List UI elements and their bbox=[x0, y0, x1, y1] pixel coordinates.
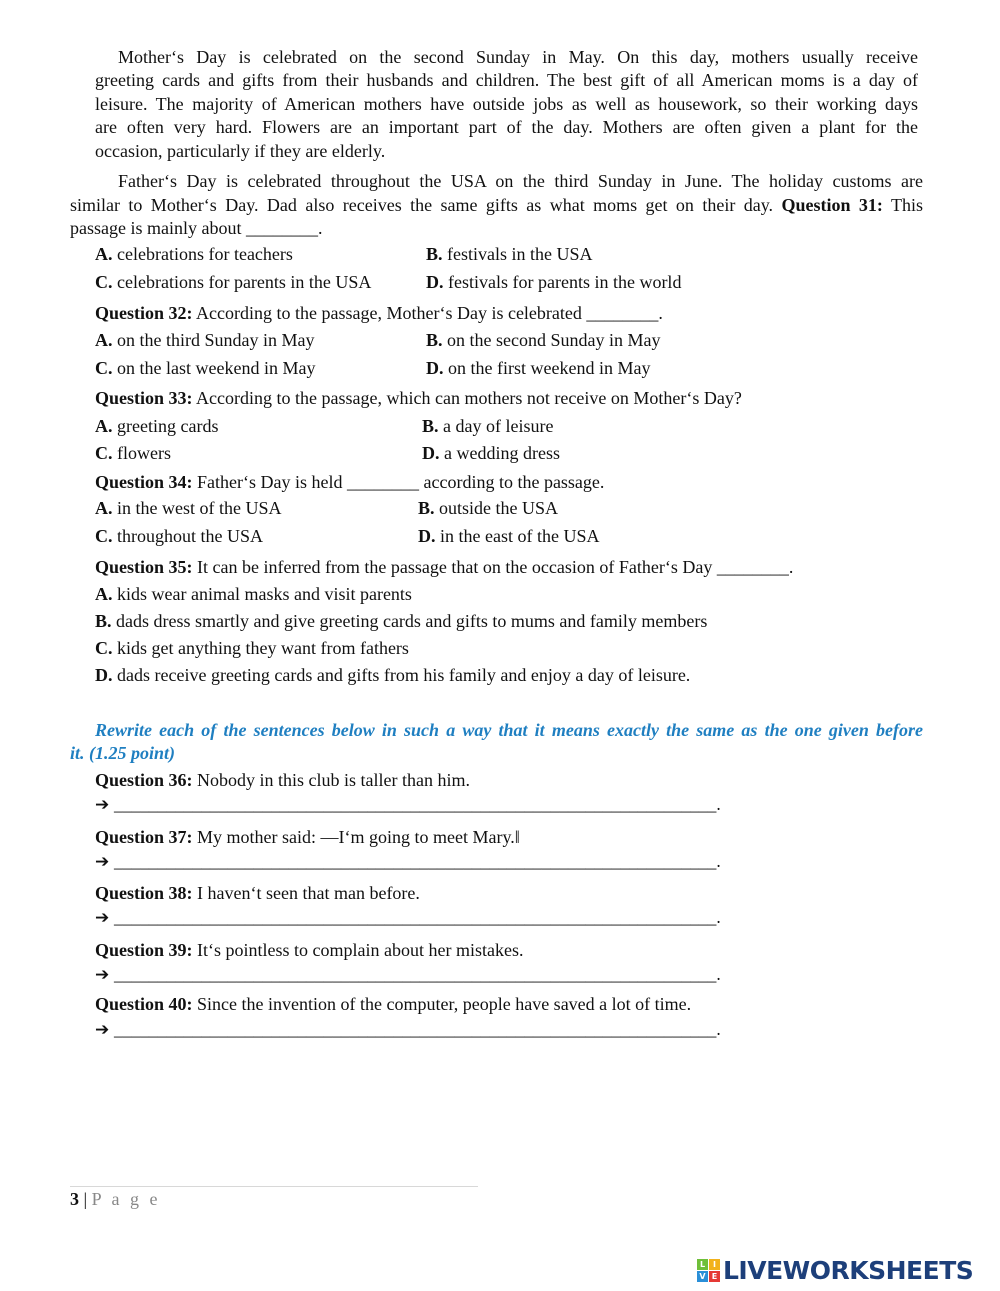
option-c[interactable] bbox=[95, 442, 171, 464]
option-c[interactable] bbox=[95, 271, 371, 293]
option-letter: A. bbox=[95, 330, 113, 350]
question-40 bbox=[95, 993, 691, 1015]
option-a[interactable] bbox=[95, 415, 218, 437]
question-stem: This bbox=[890, 195, 923, 215]
question-32 bbox=[95, 302, 663, 324]
option-d[interactable] bbox=[426, 271, 681, 293]
answer-blank[interactable]: _____________________________________________________________________. bbox=[113, 1019, 721, 1039]
question-label: Question 40: bbox=[95, 994, 193, 1014]
option-b[interactable] bbox=[95, 610, 707, 632]
option-letter: A. bbox=[95, 244, 113, 264]
option-letter: C. bbox=[95, 358, 113, 378]
option-letter: B. bbox=[422, 416, 439, 436]
question-label: Question 39: bbox=[95, 940, 193, 960]
logo-tiles-icon bbox=[697, 1259, 720, 1282]
question-39 bbox=[95, 939, 523, 961]
question-stem-line bbox=[70, 217, 322, 239]
question-38 bbox=[95, 882, 420, 904]
option-text: flowers bbox=[117, 443, 171, 463]
passage-line bbox=[95, 116, 918, 138]
option-a[interactable] bbox=[95, 583, 412, 605]
question-label: Question 33: bbox=[95, 388, 193, 408]
answer-line[interactable] bbox=[95, 1018, 739, 1040]
question-35 bbox=[95, 556, 793, 578]
option-text: celebrations for parents in the USA bbox=[117, 272, 372, 292]
logo-tile: I bbox=[709, 1259, 720, 1270]
question-text: I haven‘t seen that man before. bbox=[197, 883, 420, 903]
passage-line bbox=[95, 93, 918, 115]
option-text: dads receive greeting cards and gifts from his family and enjoy a day of leisure. bbox=[117, 665, 691, 685]
passage-text: greeting cards and gifts from their husbands and children. The best gift of all American moms is a day of bbox=[95, 70, 918, 90]
passage-line bbox=[118, 170, 923, 192]
option-text: a day of leisure bbox=[443, 416, 554, 436]
question-label: Question 35: bbox=[95, 557, 193, 577]
option-letter: B. bbox=[426, 244, 443, 264]
option-letter: A. bbox=[95, 584, 113, 604]
question-stem: passage is mainly about ________. bbox=[70, 218, 323, 238]
option-b[interactable] bbox=[426, 329, 660, 351]
option-text: dads dress smartly and give greeting cards and gifts to mums and family members bbox=[116, 611, 708, 631]
option-letter: C. bbox=[95, 272, 113, 292]
question-36 bbox=[95, 769, 470, 791]
footer-divider bbox=[70, 1186, 478, 1187]
logo-tile: L bbox=[697, 1259, 708, 1270]
passage-line bbox=[95, 140, 385, 162]
option-b[interactable] bbox=[422, 415, 553, 437]
option-letter: C. bbox=[95, 526, 113, 546]
option-text: in the west of the USA bbox=[117, 498, 282, 518]
option-letter: B. bbox=[426, 330, 443, 350]
instruction-text: it. (1.25 point) bbox=[70, 743, 176, 763]
option-text: on the first weekend in May bbox=[448, 358, 651, 378]
option-letter: C. bbox=[95, 443, 113, 463]
logo-tile: V bbox=[697, 1271, 708, 1282]
question-33 bbox=[95, 387, 742, 409]
liveworksheets-logo bbox=[697, 1256, 973, 1285]
page-word: P a g e bbox=[91, 1189, 161, 1209]
logo-text: LIVEWORKSHEETS bbox=[723, 1256, 974, 1285]
answer-line[interactable] bbox=[95, 793, 739, 815]
passage-text: similar to Mother‘s Day. Dad also receives the same gifts as what moms get on their day. bbox=[70, 195, 774, 215]
passage-line bbox=[95, 69, 918, 91]
question-text: My mother said: ―I‘m going to meet Mary.‖ bbox=[197, 827, 520, 847]
question-label: Question 38: bbox=[95, 883, 193, 903]
answer-blank[interactable]: _____________________________________________________________________. bbox=[113, 794, 721, 814]
question-label: Question 31: bbox=[781, 195, 883, 215]
question-stem: It can be inferred from the passage that on the occasion of Father‘s Day ________. bbox=[197, 557, 794, 577]
option-letter: D. bbox=[426, 272, 444, 292]
question-label: Question 34: bbox=[95, 472, 193, 492]
question-label: Question 36: bbox=[95, 770, 193, 790]
question-stem: According to the passage, which can mothers not receive on Mother‘s Day? bbox=[196, 388, 742, 408]
option-text: kids wear animal masks and visit parents bbox=[117, 584, 412, 604]
option-letter: B. bbox=[95, 611, 112, 631]
question-37 bbox=[95, 826, 520, 848]
option-letter: D. bbox=[95, 665, 113, 685]
logo-tile: E bbox=[709, 1271, 720, 1282]
arrow-icon: ➔ bbox=[95, 1020, 110, 1040]
arrow-icon: ➔ bbox=[95, 965, 110, 985]
option-text: in the east of the USA bbox=[440, 526, 600, 546]
option-d[interactable] bbox=[418, 525, 599, 547]
passage-text: are often very hard. Flowers are an important part of the day. Mothers are often given a plant for the bbox=[95, 117, 918, 137]
option-text: on the third Sunday in May bbox=[117, 330, 315, 350]
passage-text: Father‘s Day is celebrated throughout the USA on the third Sunday in June. The holiday customs are bbox=[118, 171, 923, 191]
option-text: festivals in the USA bbox=[447, 244, 593, 264]
option-a[interactable] bbox=[95, 243, 293, 265]
page-number: 3 bbox=[70, 1189, 79, 1209]
option-letter: B. bbox=[418, 498, 435, 518]
option-text: a wedding dress bbox=[444, 443, 560, 463]
answer-blank[interactable]: _____________________________________________________________________. bbox=[113, 907, 721, 927]
passage-text: Mother‘s Day is celebrated on the second Sunday in May. On this day, mothers usually receive bbox=[118, 47, 918, 67]
option-c[interactable] bbox=[95, 357, 315, 379]
instruction-line bbox=[70, 742, 175, 764]
question-text: It‘s pointless to complain about her mistakes. bbox=[197, 940, 524, 960]
question-text: Nobody in this club is taller than him. bbox=[197, 770, 470, 790]
option-letter: D. bbox=[418, 526, 436, 546]
option-text: greeting cards bbox=[117, 416, 219, 436]
option-text: on the second Sunday in May bbox=[447, 330, 661, 350]
option-letter: A. bbox=[95, 498, 113, 518]
passage-line bbox=[70, 194, 923, 216]
option-d[interactable] bbox=[426, 357, 650, 379]
answer-blank[interactable]: _____________________________________________________________________. bbox=[113, 851, 721, 871]
option-text: outside the USA bbox=[439, 498, 559, 518]
arrow-icon: ➔ bbox=[95, 795, 110, 815]
option-letter: A. bbox=[95, 416, 113, 436]
option-d[interactable] bbox=[422, 442, 560, 464]
option-letter: D. bbox=[426, 358, 444, 378]
option-a[interactable] bbox=[95, 497, 281, 519]
option-letter: D. bbox=[422, 443, 440, 463]
option-a[interactable] bbox=[95, 329, 314, 351]
option-text: throughout the USA bbox=[117, 526, 263, 546]
instruction-line bbox=[95, 719, 923, 741]
question-stem: Father‘s Day is held ________ according to the passage. bbox=[197, 472, 605, 492]
option-c[interactable] bbox=[95, 525, 263, 547]
question-34 bbox=[95, 471, 604, 493]
option-text: kids get anything they want from fathers bbox=[117, 638, 409, 658]
question-stem: According to the passage, Mother‘s Day is celebrated ________. bbox=[196, 303, 663, 323]
option-b[interactable] bbox=[426, 243, 593, 265]
instruction-text: Rewrite each of the sentences below in such a way that it means exactly the same as the one given before bbox=[95, 720, 923, 740]
question-text: Since the invention of the computer, people have saved a lot of time. bbox=[197, 994, 692, 1014]
answer-blank[interactable]: _____________________________________________________________________. bbox=[113, 964, 721, 984]
option-text: celebrations for teachers bbox=[117, 244, 293, 264]
answer-line[interactable] bbox=[95, 963, 739, 985]
question-label: Question 37: bbox=[95, 827, 193, 847]
page-footer bbox=[70, 1189, 160, 1210]
option-d[interactable] bbox=[95, 664, 690, 686]
option-text: on the last weekend in May bbox=[117, 358, 316, 378]
option-c[interactable] bbox=[95, 637, 409, 659]
option-letter: C. bbox=[95, 638, 113, 658]
question-label: Question 32: bbox=[95, 303, 193, 323]
passage-text: occasion, particularly if they are elderly. bbox=[95, 141, 386, 161]
option-b[interactable] bbox=[418, 497, 558, 519]
page-separator: | bbox=[79, 1189, 92, 1209]
arrow-icon: ➔ bbox=[95, 852, 110, 872]
arrow-icon: ➔ bbox=[95, 908, 110, 928]
option-text: festivals for parents in the world bbox=[448, 272, 682, 292]
answer-line[interactable] bbox=[95, 906, 739, 928]
passage-line bbox=[118, 46, 918, 68]
passage-text: leisure. The majority of American mothers have outside jobs as well as housework, so their working days bbox=[95, 94, 918, 114]
answer-line[interactable] bbox=[95, 850, 739, 872]
